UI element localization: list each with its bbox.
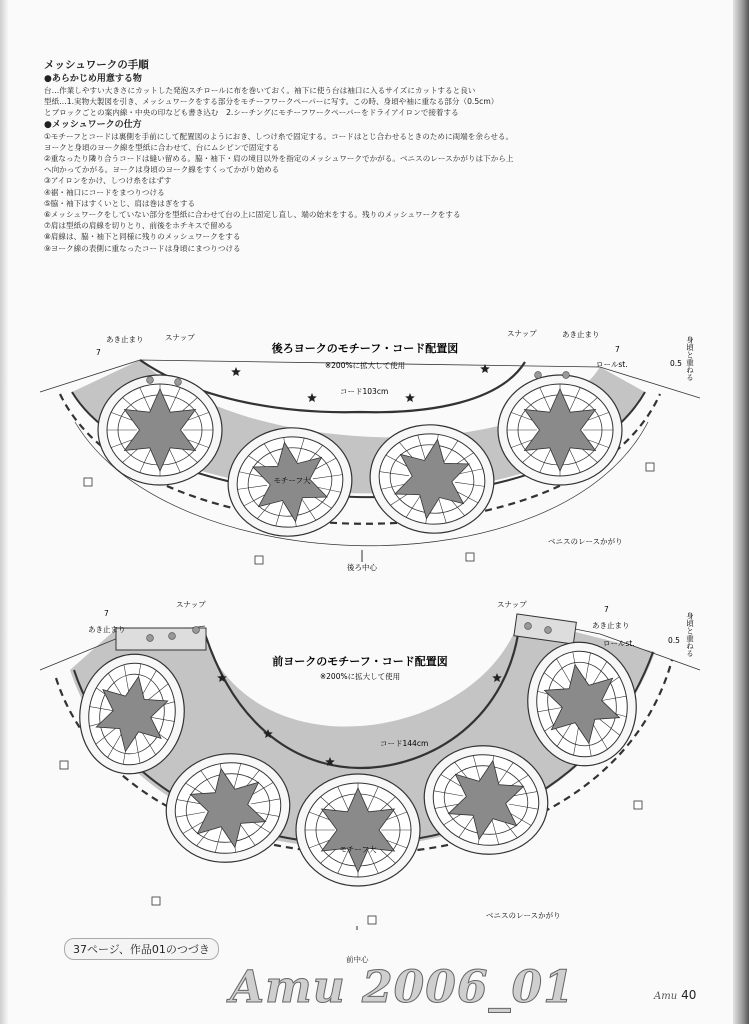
- placement-square-mark: [255, 556, 263, 564]
- snap-dot: [147, 635, 154, 642]
- placement-star-mark: [405, 393, 415, 402]
- snap-dot: [193, 627, 200, 634]
- back-title: 後ろヨークのモチーフ・コード配置図: [271, 342, 459, 355]
- method-line: ⑤脇・袖下はすくいとじ、肩は巻はぎをする: [44, 198, 196, 208]
- back-snap-label-right: スナップ: [507, 329, 537, 338]
- prep-line: 台…作業しやすい大きさにカットした発泡スチロールに布を巻いておく。袖下に使う台は袖口に入るサイズにカットすると良い: [44, 86, 476, 95]
- lace-motif: [296, 774, 420, 886]
- back-snap-label-left: スナップ: [165, 333, 195, 342]
- page-number: 40: [681, 988, 697, 1002]
- snap-dot: [525, 623, 532, 630]
- folio-brand: Amu: [654, 991, 678, 1002]
- front-roll-label: ロールst.: [603, 639, 635, 648]
- back-yoke-svg: [0, 322, 749, 584]
- placement-square-mark: [646, 463, 654, 471]
- back-scale-note: ※200%に拡大して使用: [324, 361, 406, 370]
- back-opening-label-right: あき止まり: [562, 330, 600, 339]
- continued-note: 37ページ、作品01のつづき: [64, 938, 219, 960]
- front-snap-label-left: スナップ: [176, 600, 206, 609]
- method-line: ②重なったり隣り合うコードは縫い留める。脇・袖下・肩の境目以外を指定のメッシュワークでかがる。ベニスのレースかがりは下から上: [44, 154, 514, 164]
- back-motif-label: モチーフ大: [273, 476, 311, 485]
- page-folio: [654, 988, 696, 1002]
- snap-dot: [535, 372, 542, 379]
- placement-star-mark: [307, 393, 317, 402]
- back-opening-label-left: あき止まり: [106, 335, 144, 344]
- instructions-title: メッシュワークの手順: [44, 59, 149, 71]
- snap-dot: [169, 633, 176, 640]
- method-line: へ向かってかがる。ヨークは身頃のヨーク線をすくってかがり始める: [44, 165, 280, 175]
- snap-dot: [563, 372, 570, 379]
- front-seven-left: 7: [104, 609, 109, 618]
- back-cord-label: コード103cm: [340, 387, 389, 396]
- placement-square-mark: [634, 801, 642, 809]
- method-line: ⑦肩は型紙の肩線を切りとり、前後をホチキスで留める: [44, 221, 233, 231]
- back-venice-label: ベニスのレースかがり: [548, 537, 623, 546]
- method-line: ⑧肩線は、脇・袖下と同様に残りのメッシュワークをする: [44, 232, 241, 242]
- method-heading: ●メッシュワークの仕方: [44, 119, 142, 130]
- front-center-label: 前中心: [346, 955, 369, 964]
- method-line: ④裾・袖口にコードをまつりつける: [44, 187, 165, 197]
- back-roll-label: ロールst.: [596, 360, 628, 369]
- placement-square-mark: [368, 916, 376, 924]
- front-opening-label-right: あき止まり: [592, 621, 630, 630]
- front-yoke-diagram: [0, 590, 749, 930]
- front-snap-label-right: スナップ: [497, 600, 527, 609]
- magazine-watermark: Amu 2006_01: [230, 962, 575, 1013]
- placement-square-mark: [152, 897, 160, 905]
- back-center-label: 後ろ中心: [347, 563, 377, 572]
- method-line: ヨークと身頃のヨーク線を型紙に合わせて、台にムシピンで固定する: [44, 142, 280, 152]
- method-line: ①モチーフとコードは裏側を手前にして配置図のようにおき、しつけ糸で固定する。コードはとじ合わせるときのために両端を余らせる。: [44, 131, 514, 141]
- method-line: ③アイロンをかけ、しつけ糸をはずす: [44, 176, 172, 186]
- placement-star-mark: [231, 367, 241, 376]
- placement-square-mark: [84, 478, 92, 486]
- front-overlap-label: 身頃と重ねる: [685, 612, 695, 657]
- back-seven-right: 7: [615, 345, 620, 354]
- instructions: [44, 58, 694, 254]
- prep-heading: ●あらかじめ用意する物: [44, 74, 142, 84]
- snap-dot: [545, 627, 552, 634]
- front-venice-label: ベニスのレースかがり: [486, 911, 561, 920]
- front-opening-label-left: あき止まり: [88, 625, 126, 634]
- front-seven-right: 7: [604, 605, 609, 614]
- back-yoke-diagram: [0, 322, 749, 584]
- placement-square-mark: [466, 553, 474, 561]
- prep-line: とブロックごとの案内線・中央の印なども書き込む 2.シーチングにモチーフワークペーパーをドライアイロンで接着する: [44, 108, 459, 118]
- snap-dot: [175, 379, 182, 386]
- lace-motif: [98, 375, 222, 485]
- front-title: 前ヨークのモチーフ・コード配置図: [272, 655, 448, 668]
- front-yoke-svg: [0, 590, 749, 930]
- front-overlap-value: 0.5: [668, 636, 680, 645]
- lace-motif: [498, 375, 622, 485]
- front-cord-label: コード144cm: [380, 739, 429, 748]
- back-overlap-label: 身頃と重ねる: [685, 336, 695, 381]
- snap-dot: [147, 377, 154, 384]
- front-motif-label: モチーフ大: [339, 845, 377, 854]
- prep-line: 型紙…1.実物大製図を引き、メッシュワークをする部分をモチーフワークペーパーに写す。この時、身頃や袖に重なる部分（0.5cm）: [44, 97, 499, 107]
- method-line: ⑨ヨーク線の表側に重なったコードは身頃にまつりつける: [44, 243, 241, 253]
- front-scale-note: ※200%に拡大して使用: [319, 672, 401, 681]
- placement-square-mark: [60, 761, 68, 769]
- front-left-placket: [116, 628, 206, 650]
- back-seven-left: 7: [96, 348, 101, 357]
- method-line: ⑥メッシュワークをしていない部分を型紙に合わせて台の上に固定し直し、端の始末をする。残りのメッシュワークをする: [44, 210, 461, 220]
- back-overlap-value: 0.5: [670, 359, 682, 368]
